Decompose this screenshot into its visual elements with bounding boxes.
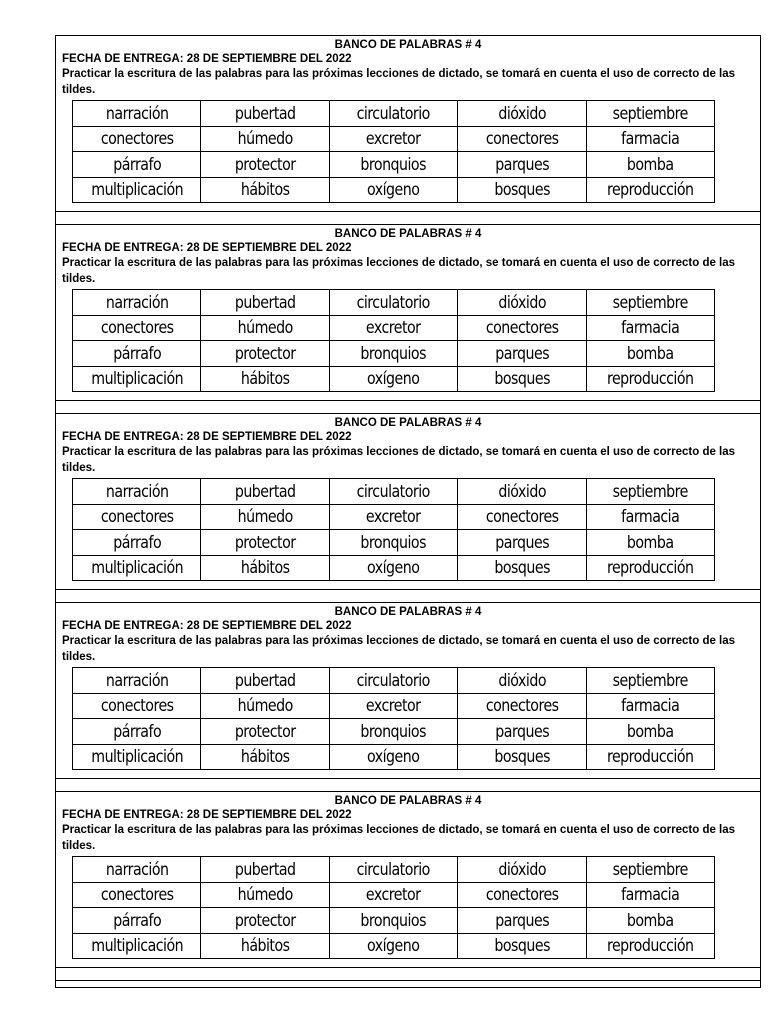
word-cell: excretor <box>338 315 448 341</box>
word-cell: bosques <box>467 555 577 581</box>
word-cell: pubertad <box>210 668 320 694</box>
word-cell: húmedo <box>210 693 320 719</box>
word-cell: circulatorio <box>338 857 448 883</box>
word-cell: protector <box>210 530 320 556</box>
due-date: FECHA DE ENTREGA: 28 DE SEPTIEMBRE DEL 2022 <box>62 53 352 65</box>
word-cell: septiembre <box>595 479 705 505</box>
word-cell: narración <box>81 101 191 127</box>
word-cell: excretor <box>338 882 448 908</box>
word-cell: multiplicación <box>81 933 191 959</box>
word-cell: bronquios <box>338 908 448 934</box>
word-cell: reproducción <box>595 177 705 203</box>
section-spacer <box>56 590 760 603</box>
word-cell: reproducción <box>595 366 705 392</box>
word-cell: narración <box>81 668 191 694</box>
word-cell: multiplicación <box>81 177 191 203</box>
word-table <box>72 100 715 203</box>
word-cell: bosques <box>467 366 577 392</box>
word-row <box>73 101 715 127</box>
word-row <box>73 719 715 745</box>
word-row <box>73 530 715 556</box>
word-cell: oxígeno <box>338 177 448 203</box>
section-title: BANCO DE PALABRAS # 4 <box>334 795 482 807</box>
word-cell: oxígeno <box>338 744 448 770</box>
word-cell: protector <box>210 341 320 367</box>
word-bank-section <box>56 603 760 779</box>
word-bank-section <box>56 414 760 590</box>
word-bank-section <box>56 36 760 212</box>
word-cell: bomba <box>595 152 705 178</box>
word-cell: dióxido <box>467 857 577 883</box>
word-cell: farmacia <box>595 504 705 530</box>
word-cell: farmacia <box>595 126 705 152</box>
word-cell: parques <box>467 341 577 367</box>
word-cell: conectores <box>81 126 191 152</box>
word-row <box>73 290 715 316</box>
due-date: FECHA DE ENTREGA: 28 DE SEPTIEMBRE DEL 2022 <box>62 242 352 254</box>
word-cell: narración <box>81 290 191 316</box>
word-row <box>73 126 715 152</box>
word-cell: conectores <box>81 882 191 908</box>
word-table <box>72 289 715 392</box>
word-cell: bronquios <box>338 152 448 178</box>
word-cell: excretor <box>338 504 448 530</box>
word-cell: bosques <box>467 933 577 959</box>
word-cell: protector <box>210 152 320 178</box>
section-spacer <box>56 401 760 414</box>
word-row <box>73 744 715 770</box>
word-row <box>73 857 715 883</box>
word-cell: multiplicación <box>81 555 191 581</box>
word-cell: hábitos <box>210 933 320 959</box>
word-row <box>73 341 715 367</box>
word-cell: hábitos <box>210 555 320 581</box>
word-cell: circulatorio <box>338 479 448 505</box>
word-cell: bosques <box>467 177 577 203</box>
due-date: FECHA DE ENTREGA: 28 DE SEPTIEMBRE DEL 2022 <box>62 809 352 821</box>
section-spacer <box>56 779 760 792</box>
word-cell: farmacia <box>595 315 705 341</box>
section-title: BANCO DE PALABRAS # 4 <box>334 39 482 51</box>
word-cell: húmedo <box>210 315 320 341</box>
word-row <box>73 177 715 203</box>
word-cell: bomba <box>595 341 705 367</box>
word-cell: hábitos <box>210 744 320 770</box>
section-spacer <box>56 212 760 225</box>
word-cell: parques <box>467 719 577 745</box>
instructions-text: Practicar la escritura de las palabras para las próximas lecciones de dictado, se tomará en cuenta el uso de correcto de las tildes. <box>62 635 736 663</box>
word-cell: multiplicación <box>81 366 191 392</box>
word-cell: conectores <box>81 315 191 341</box>
instructions-text: Practicar la escritura de las palabras para las próximas lecciones de dictado, se tomará en cuenta el uso de correcto de las tildes. <box>62 68 736 96</box>
word-cell: húmedo <box>210 126 320 152</box>
word-cell: circulatorio <box>338 290 448 316</box>
word-cell: narración <box>81 479 191 505</box>
word-cell: conectores <box>467 882 577 908</box>
word-cell: dióxido <box>467 668 577 694</box>
section-title: BANCO DE PALABRAS # 4 <box>334 228 482 240</box>
word-row <box>73 504 715 530</box>
worksheet-sections <box>56 36 760 987</box>
word-cell: dióxido <box>467 479 577 505</box>
word-cell: conectores <box>467 693 577 719</box>
word-cell: pubertad <box>210 479 320 505</box>
word-cell: oxígeno <box>338 366 448 392</box>
word-cell: hábitos <box>210 366 320 392</box>
word-cell: párrafo <box>81 719 191 745</box>
word-cell: dióxido <box>467 290 577 316</box>
word-cell: parques <box>467 152 577 178</box>
word-cell: conectores <box>81 504 191 530</box>
word-cell: húmedo <box>210 504 320 530</box>
word-cell: farmacia <box>595 882 705 908</box>
word-cell: protector <box>210 908 320 934</box>
word-cell: septiembre <box>595 290 705 316</box>
word-cell: hábitos <box>210 177 320 203</box>
worksheet-page <box>55 35 761 988</box>
word-row <box>73 315 715 341</box>
word-row <box>73 882 715 908</box>
word-cell: bomba <box>595 908 705 934</box>
word-cell: pubertad <box>210 101 320 127</box>
word-cell: párrafo <box>81 530 191 556</box>
word-cell: reproducción <box>595 933 705 959</box>
word-bank-section <box>56 225 760 401</box>
word-row <box>73 908 715 934</box>
word-table <box>72 478 715 581</box>
instructions-text: Practicar la escritura de las palabras para las próximas lecciones de dictado, se tomará en cuenta el uso de correcto de las tildes. <box>62 446 736 474</box>
word-cell: reproducción <box>595 555 705 581</box>
word-table <box>72 667 715 770</box>
word-cell: conectores <box>467 504 577 530</box>
word-cell: oxígeno <box>338 933 448 959</box>
word-cell: parques <box>467 908 577 934</box>
word-row <box>73 693 715 719</box>
word-cell: pubertad <box>210 290 320 316</box>
word-cell: pubertad <box>210 857 320 883</box>
word-cell: septiembre <box>595 101 705 127</box>
sheet-bottom-margin <box>56 981 760 987</box>
word-cell: multiplicación <box>81 744 191 770</box>
word-cell: bomba <box>595 530 705 556</box>
word-cell: excretor <box>338 126 448 152</box>
word-bank-section <box>56 792 760 968</box>
word-cell: septiembre <box>595 668 705 694</box>
word-cell: conectores <box>467 126 577 152</box>
word-cell: dióxido <box>467 101 577 127</box>
word-cell: conectores <box>467 315 577 341</box>
word-row <box>73 933 715 959</box>
word-cell: circulatorio <box>338 668 448 694</box>
word-row <box>73 152 715 178</box>
word-cell: excretor <box>338 693 448 719</box>
word-cell: reproducción <box>595 744 705 770</box>
word-row <box>73 479 715 505</box>
word-cell: protector <box>210 719 320 745</box>
word-cell: narración <box>81 857 191 883</box>
word-cell: circulatorio <box>338 101 448 127</box>
word-row <box>73 668 715 694</box>
word-cell: septiembre <box>595 857 705 883</box>
word-cell: bronquios <box>338 719 448 745</box>
word-cell: bronquios <box>338 341 448 367</box>
word-row <box>73 555 715 581</box>
word-row <box>73 366 715 392</box>
word-cell: parques <box>467 530 577 556</box>
word-cell: párrafo <box>81 152 191 178</box>
word-cell: húmedo <box>210 882 320 908</box>
word-cell: párrafo <box>81 341 191 367</box>
instructions-text: Practicar la escritura de las palabras para las próximas lecciones de dictado, se tomará en cuenta el uso de correcto de las tildes. <box>62 257 736 285</box>
word-cell: farmacia <box>595 693 705 719</box>
word-cell: oxígeno <box>338 555 448 581</box>
word-cell: bronquios <box>338 530 448 556</box>
section-title: BANCO DE PALABRAS # 4 <box>334 417 482 429</box>
instructions-text: Practicar la escritura de las palabras para las próximas lecciones de dictado, se tomará en cuenta el uso de correcto de las tildes. <box>62 824 736 852</box>
word-cell: bomba <box>595 719 705 745</box>
section-spacer <box>56 968 760 981</box>
word-table <box>72 856 715 959</box>
word-cell: conectores <box>81 693 191 719</box>
due-date: FECHA DE ENTREGA: 28 DE SEPTIEMBRE DEL 2022 <box>62 431 352 443</box>
word-cell: bosques <box>467 744 577 770</box>
due-date: FECHA DE ENTREGA: 28 DE SEPTIEMBRE DEL 2022 <box>62 620 352 632</box>
section-title: BANCO DE PALABRAS # 4 <box>334 606 482 618</box>
word-cell: párrafo <box>81 908 191 934</box>
